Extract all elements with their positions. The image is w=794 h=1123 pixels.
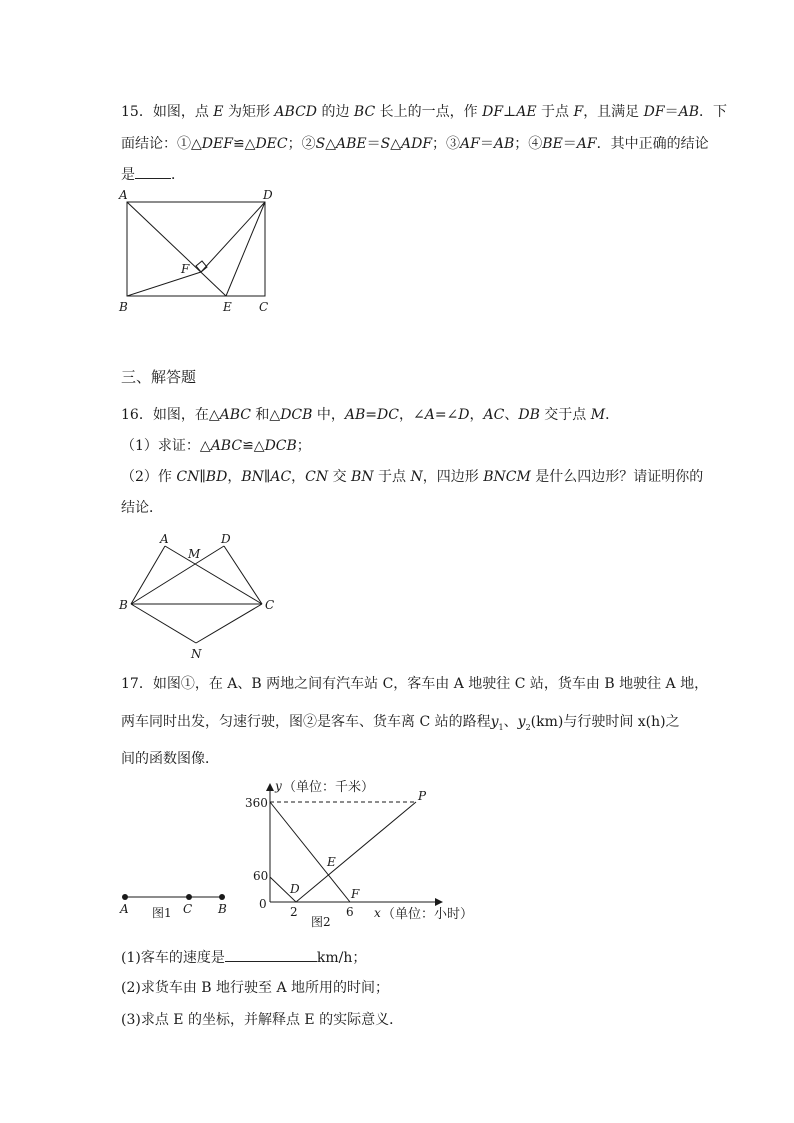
x-axis-var: x <box>374 906 381 920</box>
q17-line-2: 两车同时出发，匀速行驶，图②是客车、货车离 C 站的路程$y_1$、$y_2(km)$与行驶时间 x(h)之 <box>121 714 680 732</box>
label-p: P <box>418 789 427 803</box>
label-c: C <box>265 598 275 612</box>
tick-2: 2 <box>290 905 298 919</box>
q16-line-1: 16．如图，在△ABC 和△DCB 中，AB=DC，∠A=∠D，AC、DB 交于点 M． <box>121 407 620 423</box>
label-c: C <box>259 300 269 314</box>
label-e: E <box>223 300 232 314</box>
q17-line-1: 17．如图①，在 A、B 两地之间有汽车站 C，客车由 A 地驶往 C 站，货车由 B 地驶往 A 地， <box>121 676 709 692</box>
passenger-bus-line <box>270 802 350 902</box>
y-axis-var: y <box>275 779 282 793</box>
y-axis-label: （单位：千米） <box>283 780 375 795</box>
tick-6: 6 <box>346 905 354 919</box>
figure-1-caption: 图1 <box>152 906 172 920</box>
label-m: M <box>188 547 201 561</box>
label-d: D <box>290 882 300 896</box>
label-b: B <box>119 300 128 314</box>
label-b: B <box>119 598 128 612</box>
label-a: A <box>160 532 169 546</box>
tick-360: 360 <box>245 796 268 810</box>
label-d: D <box>263 188 273 202</box>
label-a: A <box>119 188 128 202</box>
q17-sub-3: (3)求点 E 的坐标，并解释点 E 的实际意义． <box>121 1012 404 1028</box>
label-n: N <box>191 647 202 661</box>
answer-blank[interactable] <box>225 947 317 962</box>
label-f: F <box>181 262 190 276</box>
q17-sub-1: (1)客车的速度是 km/h； <box>121 947 366 967</box>
q16-part-2: （2）作 CN∥BD，BN∥AC，CN 交 BN 于点 N，四边形 BNCM 是什么四边形？请证明你的 <box>121 469 704 485</box>
q16-part-2-cont: 结论． <box>121 500 163 516</box>
label-e: E <box>327 855 336 869</box>
q15-line-2: 面结论：①△DEF≌△DEC；②S△ABE＝S△ADF；③AF＝AB；④BE＝AF．其中正确的结论 <box>121 136 709 152</box>
q16-part-1: （1）求证：△ABC≌△DCB； <box>121 438 311 454</box>
x-axis-label: （单位：小时） <box>382 907 474 922</box>
q17-line-3: 间的函数图像． <box>121 751 219 767</box>
q15-line-1: 15．如图，点 E 为矩形 ABCD 的边 BC 长上的一点，作 DF⊥AE 于点 F，且满足 DF＝AB．下 <box>121 104 727 120</box>
tick-0: 0 <box>259 897 267 911</box>
section-title: 三、解答题 <box>121 368 197 386</box>
label-b: B <box>218 902 227 916</box>
label-c: C <box>183 902 193 916</box>
figure-2-caption: 图2 <box>311 915 331 929</box>
label-a: A <box>120 902 129 916</box>
q17-sub-2: (2)求货车由 B 地行驶至 A 地所用的时间； <box>121 980 390 996</box>
label-f: F <box>351 887 360 901</box>
label-d: D <box>221 532 231 546</box>
q15-line-3: 是 ． <box>121 164 185 184</box>
tick-60: 60 <box>253 869 269 883</box>
